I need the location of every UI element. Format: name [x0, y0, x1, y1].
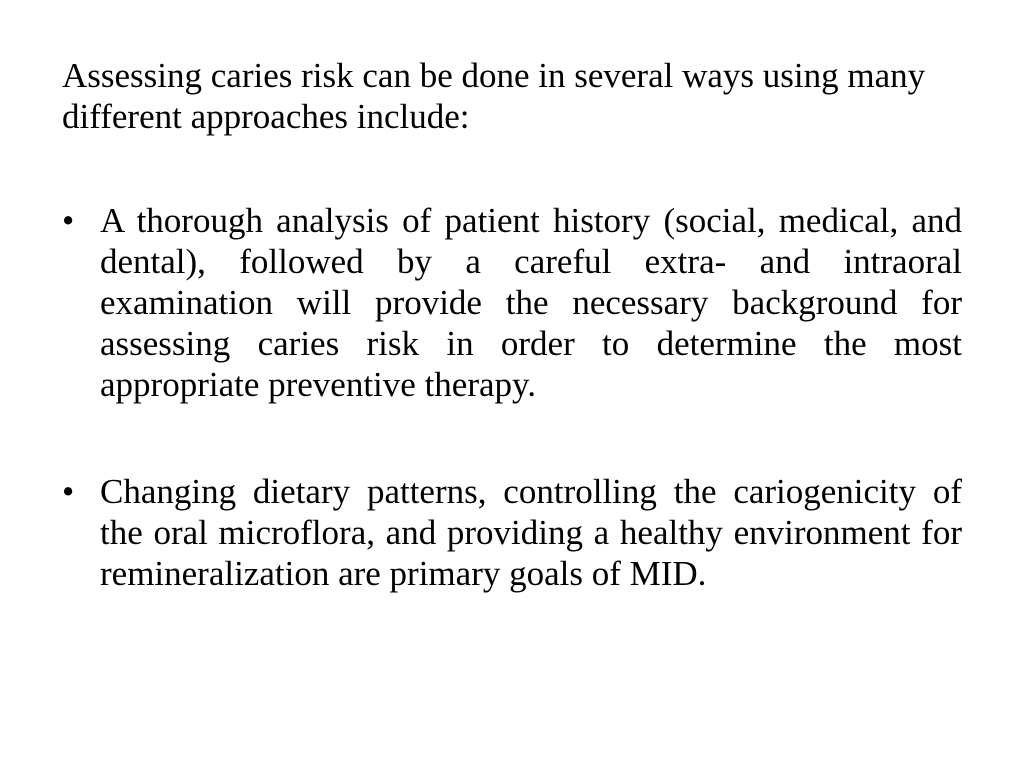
bullet-list — [62, 200, 962, 660]
bullet-icon: • — [62, 201, 75, 240]
intro-text: Assessing caries risk can be done in several ways using many different approaches include: — [62, 56, 926, 136]
bullet-text-history: A thorough analysis of patient history (social, medical, and dental), followed by a careful extra- and intraoral examination will provide the necessary background for assessing caries risk in order to determine the most appropriate preventive therapy. — [100, 201, 962, 404]
bullet-text-goals: Changing dietary patterns, controlling the cariogenicity of the oral microflora, and providing a healthy environment for remineralization are primary goals of MID. — [100, 472, 962, 593]
bullet-item — [62, 471, 962, 594]
bullet-item — [62, 200, 962, 405]
bullet-icon: • — [62, 472, 75, 511]
